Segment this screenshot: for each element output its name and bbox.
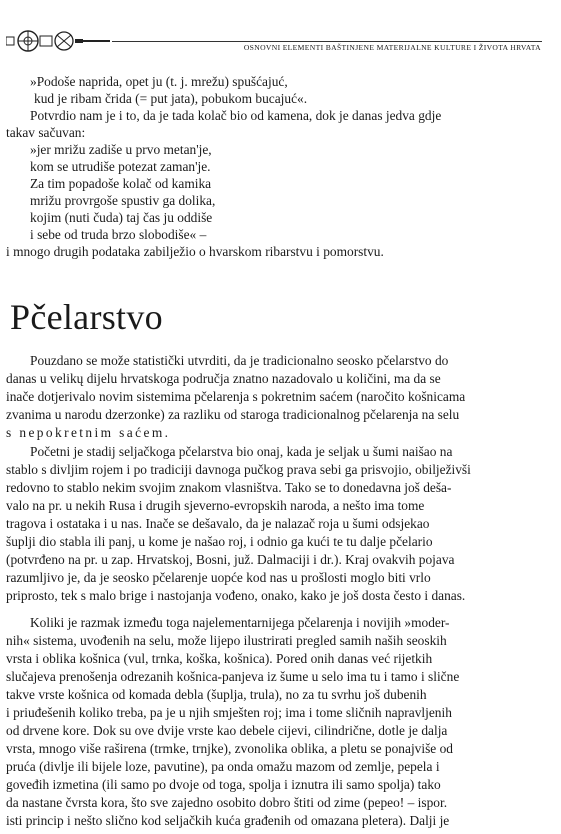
- paragraph-line: Potvrdio nam je i to, da je tada kolač bio od kamena, dok je danas jedva gdje: [30, 108, 442, 123]
- verse-line: »Podoše naprida, opet ju (t. j. mrežu) spušćajuć,: [30, 74, 288, 89]
- paragraph-line: redovno to stablo nekim svojim znakom vlasništva. Tako se to donedavna još deša-: [6, 480, 452, 495]
- paragraph-line: valo na pr. u nekih Rusa i drugih sjeverno-evropskih naroda, a nešto ima tome: [6, 498, 425, 513]
- verse-line: mrižu provrgoše spustiv ga dolika,: [30, 193, 216, 208]
- running-title: OSNOVNI ELEMENTI BAŠTINJENE MATERIJALNE KULTURE I ŽIVOTA HRVATA: [243, 43, 541, 52]
- paragraph-line: nih« sistema, uvođenih na selu, može lijepo ilustrirati pregled samih naših seoskih: [6, 633, 447, 648]
- verse-line: i sebe od truda brzo slobodiše« –: [30, 227, 207, 242]
- header-rule: [112, 41, 542, 42]
- paragraph-line: vrsta, mnogo više raširena (trmke, trnjke), zvonolika oblika, a pletu se ponajviše od: [6, 741, 453, 756]
- paragraph-line: Koliki je razmak između toga najelementarnijega pčelarenja i novijih »moder-: [30, 615, 450, 630]
- verse-line: kojim (nuti čuda) taj čas ju oddiše: [30, 210, 213, 225]
- verse-line: »jer mrižu zadiše u prvo metan'je,: [30, 142, 212, 157]
- paragraph-line: i priuđešenih koliko treba, pa je u njih smješten roj; ima i tome sličnih napravljenih: [6, 705, 452, 720]
- verse-line: Za tim popadoše kolač od kamika: [30, 176, 212, 191]
- paragraph-line: s nepokretnim saćem.: [6, 425, 171, 440]
- paragraph-line: takve vrste košnica od komada debla (šuplja, trula), no za tu svrhu još dubenih: [6, 687, 427, 702]
- paragraph-line: zvanima u narodu dzerzonke) za razliku od staroga tradicionalnog pčelarenja na selu: [6, 407, 460, 422]
- paragraph-line: pruća (divlje ili bijele loze, pavutine), pa onda omažu mazom od zemlje, pepela i: [6, 759, 440, 774]
- paragraph-line: razumljivo je, da je seosko pčelarenje uopće kod nas u prošlosti moglo biti vrlo: [6, 570, 431, 585]
- paragraph-line: (potvrđeno na pr. u zap. Hrvatskoj, Bosni, juž. Dalmaciji i dr.). Kraj ovakvih pojava: [6, 552, 455, 567]
- paragraph-line: inače dotjerivalo novim sistemima pčelarenja s pokretnim saćem (naročito košnicama: [6, 389, 466, 404]
- verse-line: kud je ribam črida (= put jata), pobukom bucajuć«.: [34, 91, 308, 106]
- ornament-icon: [6, 28, 110, 54]
- paragraph-line: takav sačuvan:: [6, 125, 86, 140]
- paragraph-line: stablo s divljim rojem i po tradiciji davnoga pučkog prava sebi ga prisvojio, obilježivši: [6, 462, 471, 477]
- paragraph-line: danas u velikų dijelu hrvatskoga područja znatno nazadovalo u količini, ma da se: [6, 371, 441, 386]
- paragraph-line: od drvene kore. Dok su ove dvije vrste kao debele cijevi, cilindrične, dotle je dalja: [6, 723, 448, 738]
- paragraph-line: Pouzdano se može statistički utvrditi, da je tradicionalno seosko pčelarstvo do: [30, 353, 449, 368]
- paragraph-line: isti princip i nešto slično kod seljačkih kuća građenih od omazana pletera). Dalji je: [6, 813, 450, 828]
- paragraph-line: vrsta i oblika košnica (vul, trnka, koška, košnica). Pored onih danas već rijetkih: [6, 651, 433, 666]
- paragraph-line: da nastane čvrsta kora, što sve zajedno osobito dobro štiti od zime (pepeo! – ispor.: [6, 795, 448, 810]
- paragraph-line: Početni je stadij seljačkoga pčelarstva bio onaj, kada je seljak u šumi naišao na: [30, 444, 453, 459]
- paragraph-line: goveđih izmetina (ili samo po dvoje od toga, spolja i iznutra ili samo spolja) tako: [6, 777, 441, 792]
- paragraph-line: priprosto, tek s malo brige i nastojanja vođeno, onako, kako je još dosta često i danas.: [6, 588, 466, 603]
- paragraph-line: šuplji dio stabla ili panj, u kome je našao roj, i odnio ga kući te tu dalje pčelario: [6, 534, 433, 549]
- section-title: Pčelarstvo: [10, 297, 163, 337]
- verse-line: kom se utrudiše potezat zaman'je.: [30, 159, 211, 174]
- paragraph-line: slučajeva prenošenja odrezanih košnica-panjeva iz šume u selo ima tu i tamo i slične: [6, 669, 460, 684]
- running-header: [0, 26, 561, 56]
- paragraph-line: tragova i ostataka i u nas. Inače se dešavalo, da je nalazač roja u šumi odsjekao: [6, 516, 430, 531]
- paragraph-line: i mnogo drugih podataka zabilježio o hvarskom ribarstvu i pomorstvu.: [6, 244, 384, 259]
